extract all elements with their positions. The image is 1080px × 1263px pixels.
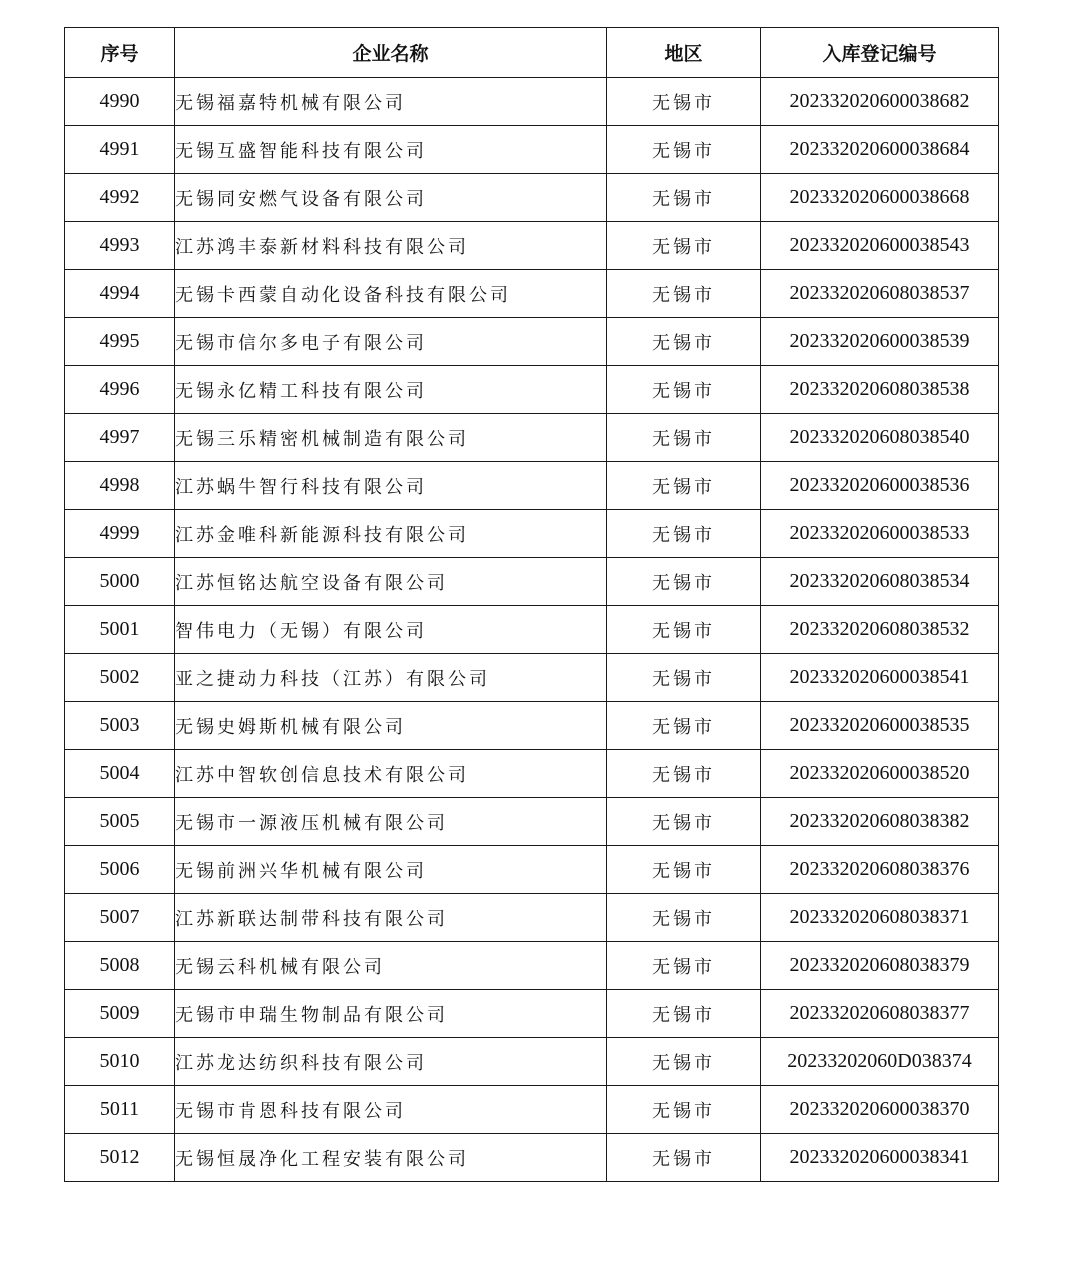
row-region-cell: 无锡市	[607, 174, 761, 222]
row-seq-cell: 4998	[65, 462, 175, 510]
row-reg-no-cell: 202332020600038536	[761, 462, 999, 510]
table-row	[65, 846, 999, 894]
table-row	[65, 654, 999, 702]
row-region-cell: 无锡市	[607, 990, 761, 1038]
row-company-cell: 无锡恒晟净化工程安装有限公司	[175, 1134, 607, 1182]
row-seq-cell: 4999	[65, 510, 175, 558]
header-company: 企业名称	[175, 28, 607, 78]
row-seq-cell: 5003	[65, 702, 175, 750]
row-company-cell: 无锡三乐精密机械制造有限公司	[175, 414, 607, 462]
row-reg-no-cell: 202332020600038341	[761, 1134, 999, 1182]
table-row	[65, 702, 999, 750]
row-region-cell: 无锡市	[607, 846, 761, 894]
row-region-cell: 无锡市	[607, 78, 761, 126]
row-region-cell: 无锡市	[607, 942, 761, 990]
row-company-cell: 无锡永亿精工科技有限公司	[175, 366, 607, 414]
row-seq-cell: 5011	[65, 1086, 175, 1134]
row-reg-no-cell: 202332020600038539	[761, 318, 999, 366]
row-region-cell: 无锡市	[607, 270, 761, 318]
table-row	[65, 366, 999, 414]
row-reg-no-cell: 202332020608038540	[761, 414, 999, 462]
table-row	[65, 174, 999, 222]
row-reg-no-cell: 202332020600038541	[761, 654, 999, 702]
row-company-cell: 无锡同安燃气设备有限公司	[175, 174, 607, 222]
row-seq-cell: 5006	[65, 846, 175, 894]
row-seq-cell: 4996	[65, 366, 175, 414]
row-seq-cell: 5001	[65, 606, 175, 654]
row-seq-cell: 4997	[65, 414, 175, 462]
row-region-cell: 无锡市	[607, 894, 761, 942]
row-company-cell: 智伟电力（无锡）有限公司	[175, 606, 607, 654]
row-seq-cell: 5005	[65, 798, 175, 846]
header-region: 地区	[607, 28, 761, 78]
row-company-cell: 无锡互盛智能科技有限公司	[175, 126, 607, 174]
table-row	[65, 414, 999, 462]
table-row	[65, 126, 999, 174]
row-reg-no-cell: 202332020600038370	[761, 1086, 999, 1134]
row-reg-no-cell: 20233202060D038374	[761, 1038, 999, 1086]
row-seq-cell: 4990	[65, 78, 175, 126]
row-seq-cell: 4992	[65, 174, 175, 222]
row-company-cell: 无锡前洲兴华机械有限公司	[175, 846, 607, 894]
row-region-cell: 无锡市	[607, 702, 761, 750]
row-seq-cell: 5012	[65, 1134, 175, 1182]
row-company-cell: 无锡史姆斯机械有限公司	[175, 702, 607, 750]
header-reg-no: 入库登记编号	[761, 28, 999, 78]
row-region-cell: 无锡市	[607, 1038, 761, 1086]
row-reg-no-cell: 202332020608038382	[761, 798, 999, 846]
table-row	[65, 1086, 999, 1134]
row-region-cell: 无锡市	[607, 414, 761, 462]
row-region-cell: 无锡市	[607, 750, 761, 798]
table-row	[65, 78, 999, 126]
row-region-cell: 无锡市	[607, 318, 761, 366]
row-region-cell: 无锡市	[607, 1134, 761, 1182]
row-region-cell: 无锡市	[607, 126, 761, 174]
table-row	[65, 1134, 999, 1182]
row-company-cell: 江苏蜗牛智行科技有限公司	[175, 462, 607, 510]
table-row	[65, 318, 999, 366]
table-row	[65, 894, 999, 942]
table-row	[65, 510, 999, 558]
table-row	[65, 222, 999, 270]
row-reg-no-cell: 202332020608038377	[761, 990, 999, 1038]
table-row	[65, 462, 999, 510]
table-header	[65, 28, 999, 78]
row-company-cell: 江苏新联达制带科技有限公司	[175, 894, 607, 942]
row-reg-no-cell: 202332020600038668	[761, 174, 999, 222]
table-row	[65, 750, 999, 798]
row-region-cell: 无锡市	[607, 558, 761, 606]
row-reg-no-cell: 202332020608038379	[761, 942, 999, 990]
row-company-cell: 江苏鸿丰泰新材料科技有限公司	[175, 222, 607, 270]
row-reg-no-cell: 202332020600038543	[761, 222, 999, 270]
row-company-cell: 无锡市信尔多电子有限公司	[175, 318, 607, 366]
row-reg-no-cell: 202332020608038371	[761, 894, 999, 942]
row-company-cell: 无锡市一源液压机械有限公司	[175, 798, 607, 846]
table-row	[65, 798, 999, 846]
row-seq-cell: 4991	[65, 126, 175, 174]
table-row	[65, 1038, 999, 1086]
enterprise-registry-table	[64, 27, 999, 1182]
header-seq: 序号	[65, 28, 175, 78]
row-reg-no-cell: 202332020608038534	[761, 558, 999, 606]
row-reg-no-cell: 202332020600038682	[761, 78, 999, 126]
row-reg-no-cell: 202332020600038684	[761, 126, 999, 174]
row-reg-no-cell: 202332020600038520	[761, 750, 999, 798]
row-company-cell: 无锡云科机械有限公司	[175, 942, 607, 990]
table-row	[65, 606, 999, 654]
row-reg-no-cell: 202332020608038538	[761, 366, 999, 414]
row-seq-cell: 5002	[65, 654, 175, 702]
row-seq-cell: 5004	[65, 750, 175, 798]
row-region-cell: 无锡市	[607, 1086, 761, 1134]
row-region-cell: 无锡市	[607, 654, 761, 702]
row-seq-cell: 5007	[65, 894, 175, 942]
row-region-cell: 无锡市	[607, 366, 761, 414]
row-company-cell: 无锡市申瑞生物制品有限公司	[175, 990, 607, 1038]
table-row	[65, 558, 999, 606]
row-region-cell: 无锡市	[607, 462, 761, 510]
row-region-cell: 无锡市	[607, 798, 761, 846]
row-reg-no-cell: 202332020608038376	[761, 846, 999, 894]
row-seq-cell: 5008	[65, 942, 175, 990]
row-seq-cell: 4995	[65, 318, 175, 366]
row-company-cell: 无锡福嘉特机械有限公司	[175, 78, 607, 126]
row-seq-cell: 4994	[65, 270, 175, 318]
header-row	[65, 28, 999, 78]
row-region-cell: 无锡市	[607, 606, 761, 654]
row-seq-cell: 5009	[65, 990, 175, 1038]
row-company-cell: 江苏龙达纺织科技有限公司	[175, 1038, 607, 1086]
row-seq-cell: 5010	[65, 1038, 175, 1086]
row-company-cell: 江苏金唯科新能源科技有限公司	[175, 510, 607, 558]
row-region-cell: 无锡市	[607, 222, 761, 270]
row-company-cell: 无锡市肯恩科技有限公司	[175, 1086, 607, 1134]
row-company-cell: 亚之捷动力科技（江苏）有限公司	[175, 654, 607, 702]
row-company-cell: 江苏恒铭达航空设备有限公司	[175, 558, 607, 606]
row-seq-cell: 5000	[65, 558, 175, 606]
row-company-cell: 江苏中智软创信息技术有限公司	[175, 750, 607, 798]
table-row	[65, 990, 999, 1038]
row-reg-no-cell: 202332020600038533	[761, 510, 999, 558]
row-company-cell: 无锡卡西蒙自动化设备科技有限公司	[175, 270, 607, 318]
row-reg-no-cell: 202332020600038535	[761, 702, 999, 750]
table-row	[65, 942, 999, 990]
row-seq-cell: 4993	[65, 222, 175, 270]
table-body	[65, 78, 999, 1182]
row-reg-no-cell: 202332020608038532	[761, 606, 999, 654]
row-reg-no-cell: 202332020608038537	[761, 270, 999, 318]
row-region-cell: 无锡市	[607, 510, 761, 558]
table-row	[65, 270, 999, 318]
